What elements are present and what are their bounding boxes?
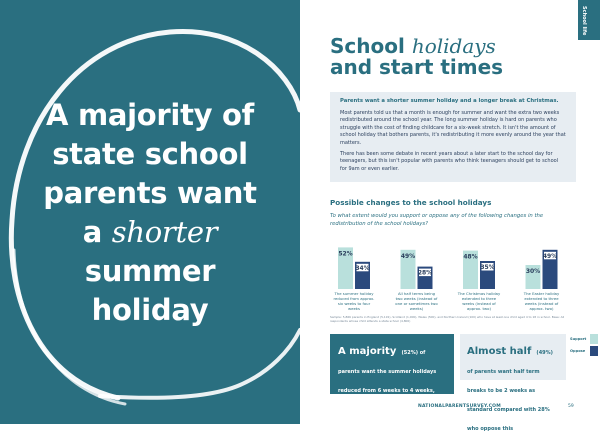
category-label-line: reduced from approx. bbox=[333, 296, 375, 301]
category-label bbox=[395, 291, 438, 311]
headline-word-shorter: shorter bbox=[111, 215, 218, 249]
intro-paragraph-1: Most parents told us that a month is enough for summer and want the extra two weeks redistributed around the school year. The long summer holiday is hard on parents who struggle with the cost of finding childcare for a six-week stretch. It isn't the amount of school holiday that bothers parents, it's redistributing it more evenly around the year that matters. bbox=[340, 110, 566, 146]
category-label-line: six weeks to four bbox=[337, 301, 371, 306]
legend-swatch-support bbox=[590, 334, 598, 344]
category-label-line: approx. two) bbox=[529, 306, 554, 311]
bar-value-label: 48% bbox=[463, 253, 478, 261]
intro-lead: Parents want a shorter summer holiday and a longer break at Christmas. bbox=[340, 98, 559, 104]
headline-line: summer bbox=[84, 254, 216, 288]
chart-svg bbox=[330, 237, 580, 317]
headline-line: parents want bbox=[43, 176, 257, 210]
callout-majority bbox=[330, 334, 454, 413]
title-line-1 bbox=[330, 36, 580, 57]
callout-almost-half bbox=[460, 334, 566, 432]
bar-value-label: 34% bbox=[355, 264, 370, 272]
category-label bbox=[457, 291, 501, 311]
category-label bbox=[334, 291, 375, 311]
legend-label-oppose: Oppose bbox=[570, 349, 586, 353]
headline-line: holiday bbox=[91, 293, 209, 327]
section-side-tab bbox=[578, 0, 600, 40]
chart-section-title: Possible changes to the school holidays bbox=[330, 198, 492, 207]
page-number: 59 bbox=[568, 404, 574, 409]
category-label-line: two weeks (instead of bbox=[395, 296, 438, 301]
category-label-line: The summer holiday bbox=[334, 291, 374, 296]
bar-value-label: 49% bbox=[542, 252, 558, 260]
category-label-line: weeks) bbox=[409, 306, 424, 311]
bar-value-label: 49% bbox=[400, 252, 416, 260]
chart-footnote: Sample: 5,866 parents in England (5,191), Scotland (1,000), Wales (500), and Northern Ireland (100) who have at least one child aged 4 to 18 in school. Base: All respondents whose child attends a state school (4,800) bbox=[330, 315, 565, 323]
right-page bbox=[300, 0, 600, 432]
survey-question: To what extent would you support or oppose any of the following changes in the redistribution of the school holidays? bbox=[330, 213, 544, 227]
category-label-line: approx. two) bbox=[467, 306, 491, 311]
category-label-line: The Easter holiday bbox=[523, 291, 560, 296]
title-word-holidays: holidays bbox=[411, 34, 496, 58]
bar-value-label: 28% bbox=[417, 269, 433, 277]
footer-url[interactable]: NATIONALPARENTSURVEY.COM bbox=[418, 404, 501, 409]
legend-item-oppose bbox=[570, 346, 598, 358]
legend-swatch-oppose bbox=[590, 346, 598, 356]
bar-value-label: 30% bbox=[525, 268, 541, 275]
side-tab-label: School life bbox=[581, 6, 587, 36]
category-label-line: All half terms being bbox=[397, 291, 436, 296]
category-label bbox=[523, 291, 560, 311]
category-label-line: extended to three bbox=[524, 296, 559, 301]
category-label-line: one or sometimes two bbox=[395, 301, 438, 306]
callout-almost-half-headline: Almost half bbox=[467, 346, 532, 357]
bar-value-label: 35% bbox=[480, 264, 495, 271]
category-label-line: extended to three bbox=[461, 296, 497, 301]
intro-paragraph-2: There has been some debate in recent years about a later start to the school day for teenagers, but this isn't popular with parents who think teenagers should get to school for 9am or even earlier. bbox=[340, 151, 559, 172]
legend-label-support: Support bbox=[570, 337, 587, 341]
callout-majority-text: (52%) of parents want the summer holidays reduced from 6 weeks to 4 weeks, just 1 in 3 (34%) oppose this bbox=[338, 350, 437, 413]
title-line-2: and start times bbox=[330, 55, 504, 79]
category-label-line: The Christmas holiday bbox=[457, 291, 501, 296]
category-label-line: weeks bbox=[348, 306, 360, 311]
left-page bbox=[0, 0, 300, 424]
category-label-line: weeks (instead of bbox=[524, 301, 559, 306]
intro-box bbox=[330, 92, 576, 182]
headline-word-a: a bbox=[82, 215, 102, 249]
title-word-school: School bbox=[330, 34, 405, 58]
headline-line-4 bbox=[10, 213, 290, 252]
page-title bbox=[330, 36, 580, 78]
headline-line: A majority of bbox=[46, 98, 254, 132]
category-label-line: weeks (instead of bbox=[462, 301, 496, 306]
callout-majority-headline: A majority bbox=[338, 346, 397, 357]
bar-value-label: 52% bbox=[338, 250, 353, 258]
legend-item-support bbox=[570, 334, 598, 346]
callout-almost-half-text: (49%) of parents want half term breaks to be 2 weeks as standard compared with 28% who oppose this bbox=[467, 350, 553, 432]
left-headline bbox=[10, 96, 290, 330]
headline-line: state school bbox=[52, 137, 248, 171]
